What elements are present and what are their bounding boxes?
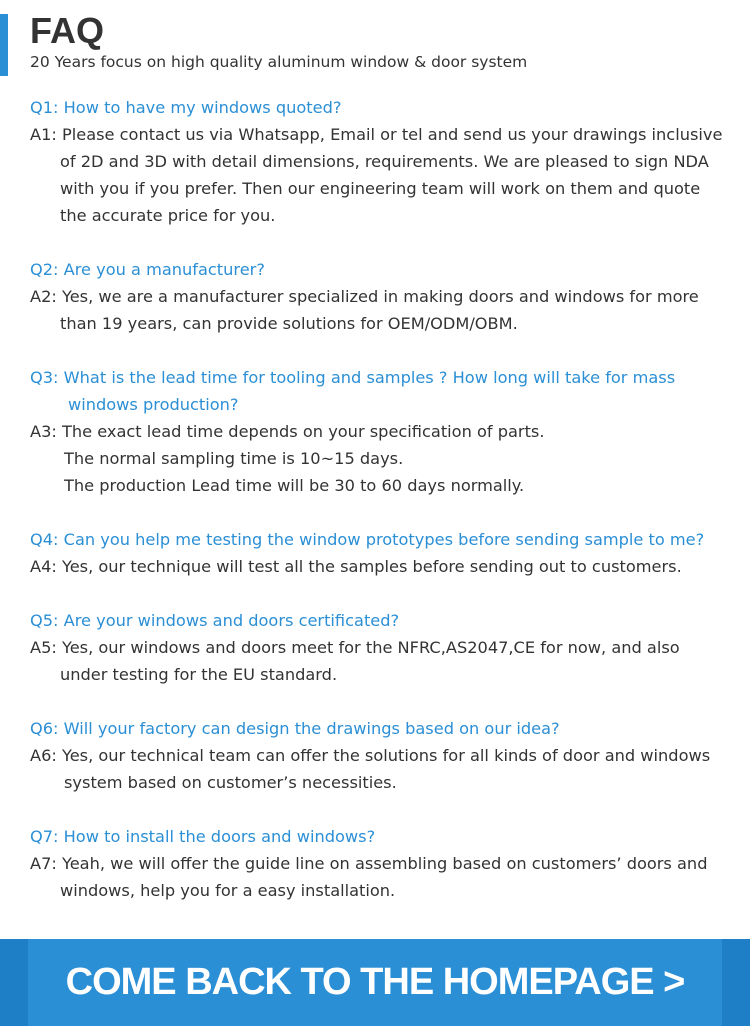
faq-answer-line: A4: Yes, our technique will test all the samples before sending out to customers. [30,557,682,576]
header-accent-bar [0,14,8,76]
faq-question: Q5: Are your windows and doors certificated? [30,611,400,630]
page-subtitle: 20 Years focus on high quality aluminum window & door system [30,53,528,71]
faq-answer-line: A2: Yes, we are a manufacturer specialized in making doors and windows for more [30,287,699,306]
faq-answer-line: A6: Yes, our technical team can offer the solutions for all kinds of door and windows [30,746,711,765]
homepage-button[interactable] [0,939,750,1026]
faq-answer-line: A5: Yes, our windows and doors meet for the NFRC,AS2047,CE for now, and also [30,638,680,657]
faq-question: Q2: Are you a manufacturer? [30,260,265,279]
faq-item-4 [30,526,730,580]
faq-item-7 [30,823,730,904]
faq-answer-line: windows, help you for a easy installation. [60,881,396,900]
faq-question: Q3: What is the lead time for tooling and samples ? How long will take for mass windows production? [30,368,676,414]
faq-question: Q4: Can you help me testing the window prototypes before sending sample to me? [30,530,705,549]
faq-item-5 [30,607,730,688]
faq-item-2 [30,256,730,337]
faq-answer-line: of 2D and 3D with detail dimensions, requirements. We are pleased to sign NDA [60,152,709,171]
faq-answer-line: The production Lead time will be 30 to 60 days normally. [64,476,525,495]
faq-answer-line: The normal sampling time is 10~15 days. [64,449,404,468]
faq-item-1 [30,94,730,229]
faq-answer-line: the accurate price for you. [60,206,276,225]
faq-answer-line: A3: The exact lead time depends on your specification of parts. [30,422,545,441]
faq-question: Q7: How to install the doors and windows? [30,827,376,846]
homepage-button-panel[interactable] [28,939,722,1026]
faq-question: Q1: How to have my windows quoted? [30,98,342,117]
faq-answer-line: under testing for the EU standard. [60,665,338,684]
faq-answer-line: A7: Yeah, we will offer the guide line on assembling based on customers’ doors and [30,854,708,873]
faq-answer-line: with you if you prefer. Then our engineering team will work on them and quote [60,179,701,198]
faq-list [30,94,730,931]
homepage-button-label: COME BACK TO THE HOMEPAGE > [65,961,685,1003]
faq-answer-line: A1: Please contact us via Whatsapp, Email or tel and send us your drawings inclusive [30,125,723,144]
page-title: FAQ [30,10,105,51]
faq-answer-line: system based on customer’s necessities. [64,773,397,792]
faq-answer-line: than 19 years, can provide solutions for OEM/ODM/OBM. [60,314,518,333]
faq-question: Q6: Will your factory can design the drawings based on our idea? [30,719,560,738]
faq-item-6 [30,715,730,796]
faq-item-3 [30,364,730,499]
